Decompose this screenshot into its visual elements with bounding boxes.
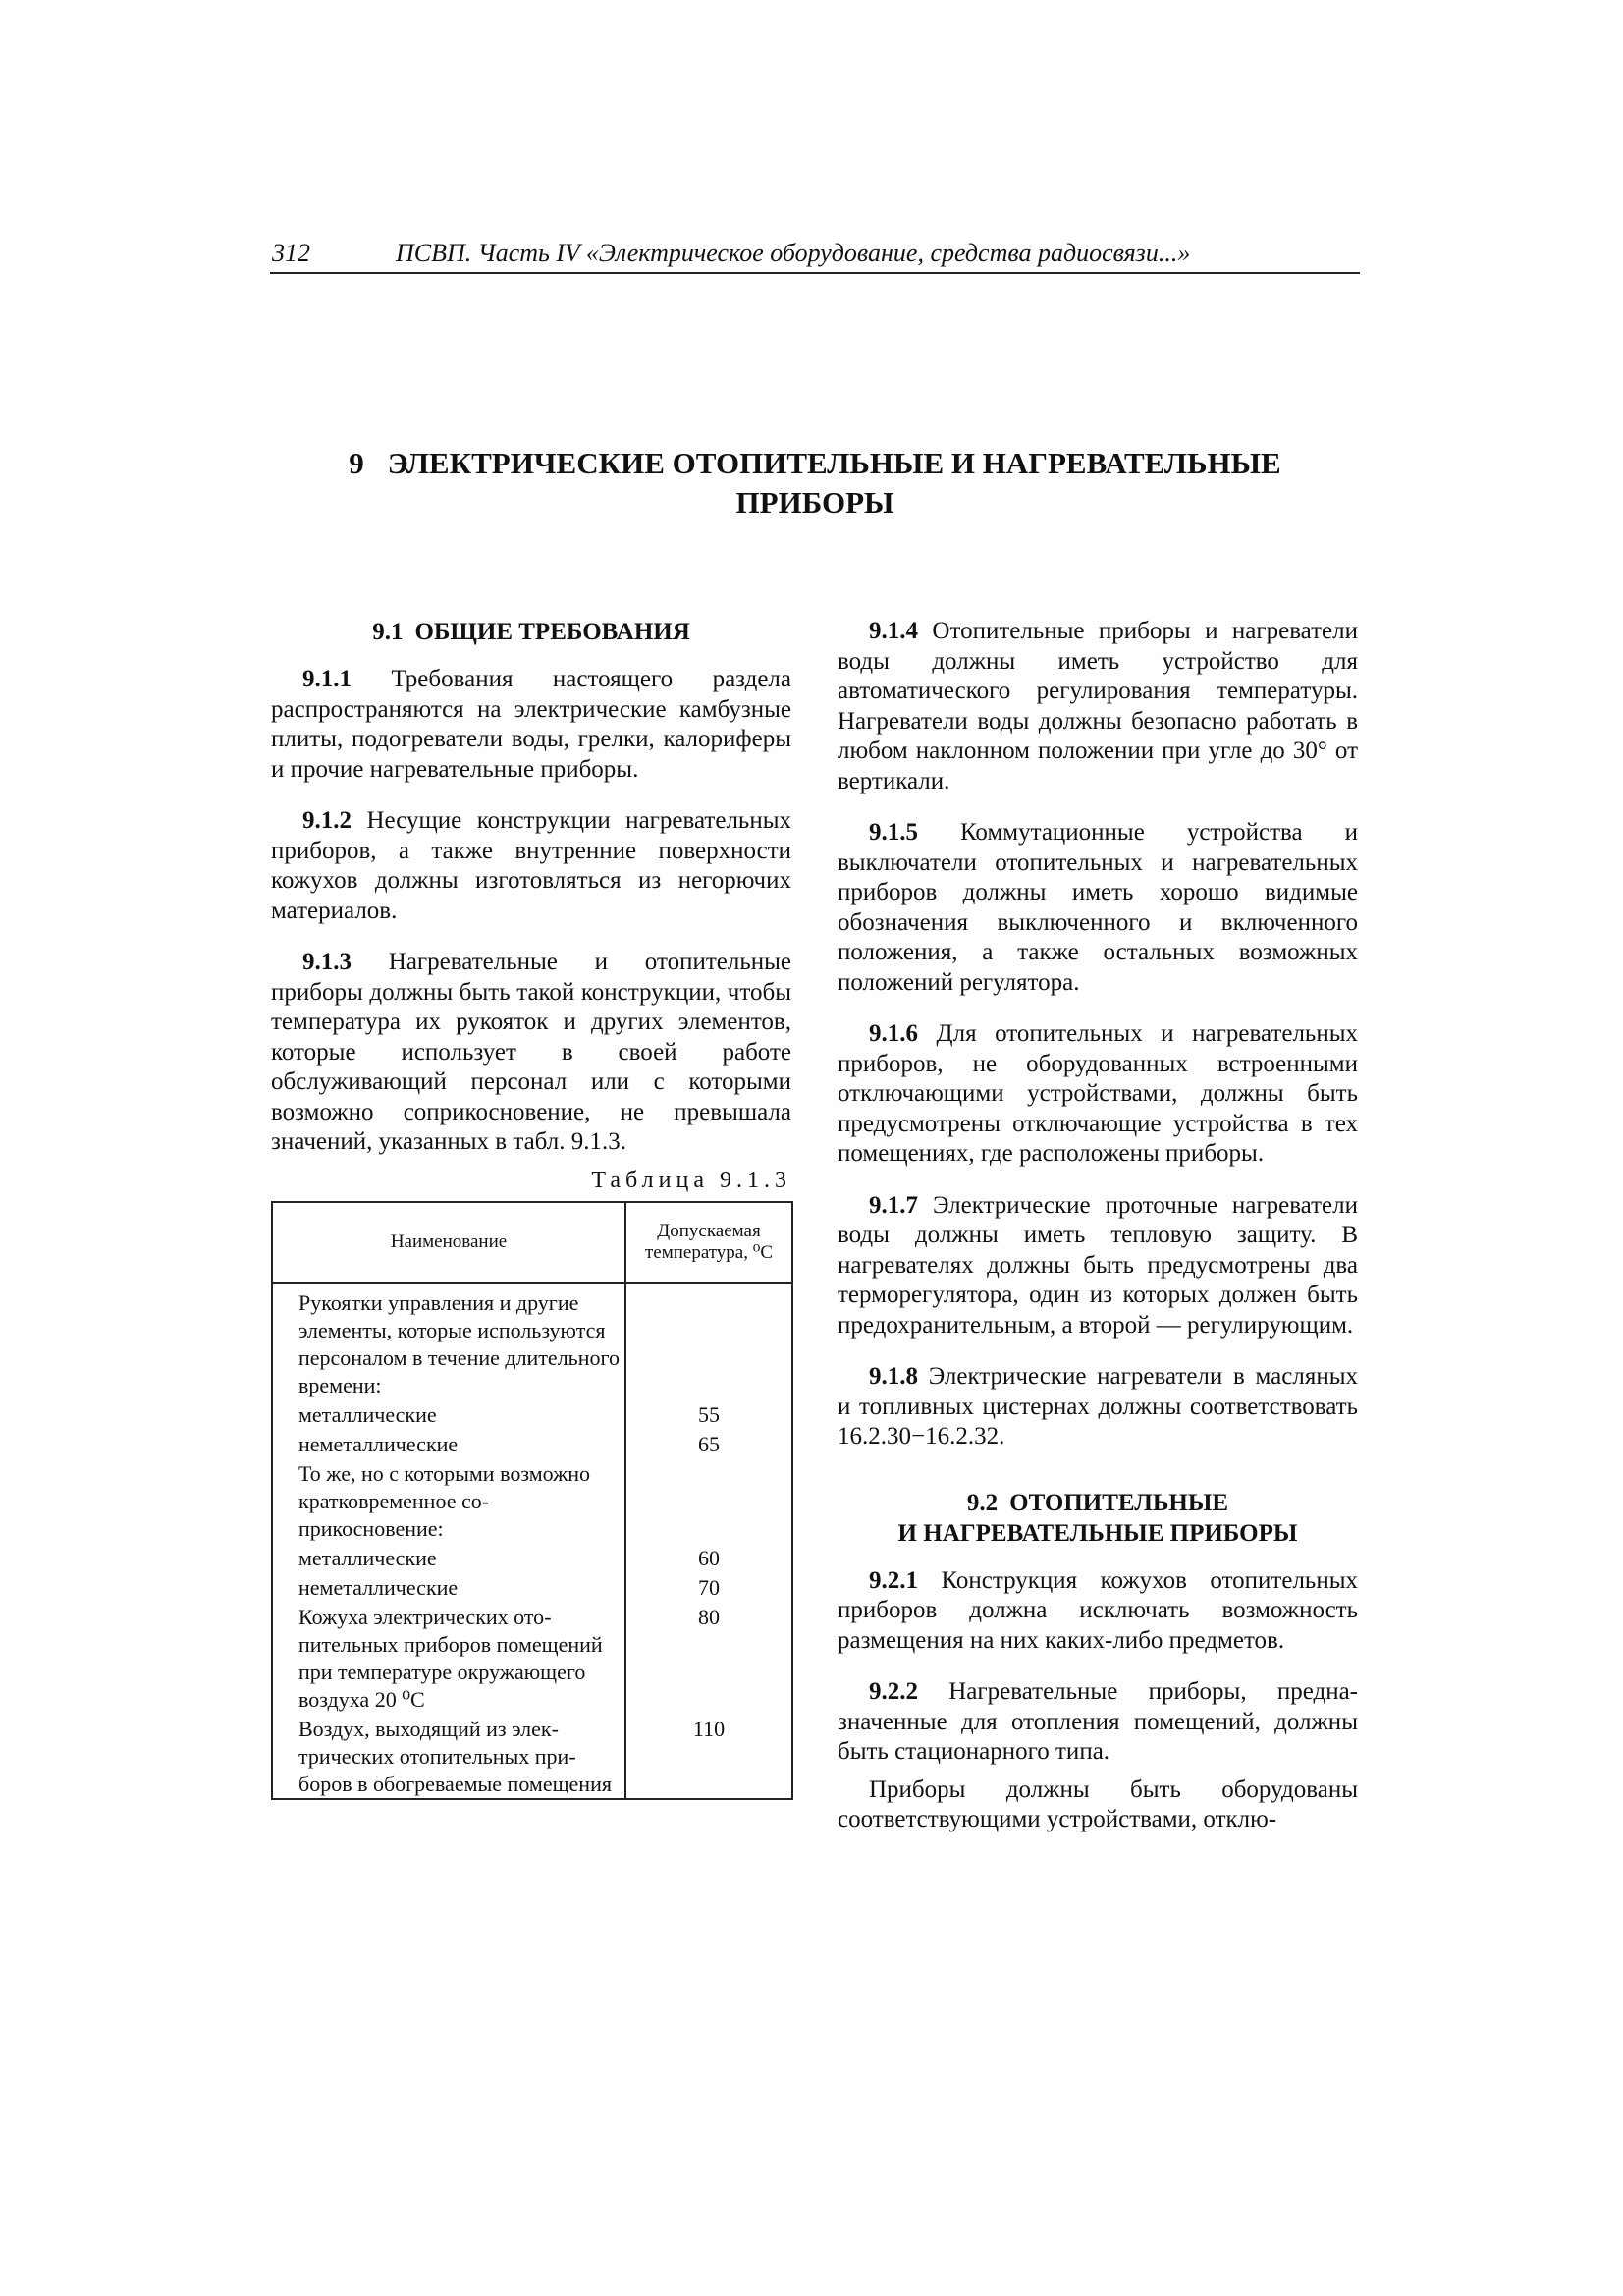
section-9-2-title — [838, 1488, 1358, 1549]
running-header — [270, 239, 1360, 274]
clause-number: 9.1.7 — [869, 1191, 918, 1219]
table-cell-value: 55 — [625, 1399, 792, 1429]
table-row — [272, 1543, 792, 1572]
clause-text: Электрические нагреватели в масляных и топливных цистернах должны соответствовать 16.2.30−16.2.32. — [838, 1363, 1359, 1449]
paragraph-9-1-2 — [271, 806, 791, 926]
table-cell-value: 70 — [625, 1572, 792, 1602]
table-row — [272, 1399, 792, 1429]
left-column — [271, 617, 791, 1800]
column-header-temperature — [625, 1202, 792, 1283]
table-row — [272, 1283, 792, 1399]
clause-number: 9.1.5 — [869, 819, 918, 846]
paragraph-9-1-6 — [838, 1019, 1358, 1170]
section-title-line2: И НАГРЕВАТЕЛЬНЫЕ ПРИБОРЫ — [897, 1519, 1298, 1547]
table-cell-value: 80 — [625, 1602, 792, 1714]
table-cell-value: 110 — [625, 1714, 792, 1799]
section-title-text: ОБЩИЕ ТРЕБОВАНИЯ — [414, 619, 690, 645]
clause-number: 9.2.2 — [869, 1678, 918, 1705]
paragraph-9-1-4 — [838, 617, 1358, 796]
table-cell-name: Рукоятки управления и другие элементы, которые используются персоналом в течение длительного времени: — [272, 1283, 625, 1399]
paragraph-9-2-1 — [838, 1566, 1358, 1657]
clause-text: Конструкция кожухов отопительных приборов должна исключать возможность размещения на них каких-либо предметов. — [838, 1566, 1358, 1654]
table-row — [272, 1429, 792, 1458]
table-row — [272, 1602, 792, 1714]
clause-number: 9.2.1 — [869, 1566, 918, 1594]
temperature-table — [271, 1201, 793, 1800]
table-row — [272, 1714, 792, 1799]
paragraph-9-1-7 — [838, 1191, 1358, 1341]
clause-text: Требования настоящего раздела распространяются на электрические камбузные плиты, подогреватели воды, грелки, калориферы и прочие нагревательные приборы. — [271, 666, 791, 783]
chapter-title-line2: ПРИБОРЫ — [735, 485, 894, 519]
clause-number: 9.1.1 — [302, 666, 352, 692]
column-header-name: Наименование — [272, 1202, 625, 1283]
running-title: ПСВП. Часть IV «Электрическое оборудование, средства радиосвязи...» — [396, 239, 1191, 267]
clause-text: Коммутационные устройства и выключатели отопительных и нагревательных приборов должны иметь хорошо видимые обозначения выключенного и включенного положения, а также остальных возможных положений регулятора. — [838, 819, 1358, 996]
table-caption: Таблица 9.1.3 — [591, 1167, 791, 1193]
table-cell-value — [625, 1458, 792, 1543]
clause-text: Отопительные приборы и нагреватели воды должны иметь устройство для автоматического регулирования температуры. Нагреватели воды должны безопасно работать в любом наклонном положении при угле до 30° от вертикали. — [838, 618, 1359, 794]
table-row — [272, 1458, 792, 1543]
table-cell-name: То же, но с которыми возможно кратковременное соприкосновение: — [272, 1458, 625, 1543]
table-cell-name: Кожуха электрических отопительных приборов помещений при температуре окружающего воздуха 20 ⁰С — [272, 1602, 625, 1714]
table-cell-name: металлические — [272, 1543, 625, 1572]
section-number: 9.2 — [966, 1489, 999, 1516]
clause-text: Приборы должны быть оборудованы соответствующими устройствами, отклю- — [838, 1776, 1358, 1832]
right-column — [838, 617, 1358, 1857]
clause-text: Для отопительных и нагревательных приборов, не оборудованных встроенными отключающими устройствами, должны быть предусмотрены отключающие устройства в тех помещениях, где расположены приборы. — [838, 1020, 1359, 1167]
clause-number: 9.1.8 — [869, 1363, 918, 1390]
column-header-line: Допускаемая — [657, 1221, 761, 1241]
paragraph-9-2-2-continued — [838, 1776, 1358, 1835]
table-cell-name: Воздух, выходящий из электрических отопительных приборов в обогреваемые помещения — [272, 1714, 625, 1799]
paragraph-9-1-3 — [271, 948, 791, 1158]
column-header-line: температура, ⁰С — [644, 1242, 774, 1263]
section-title-line1: ОТОПИТЕЛЬНЫЕ — [1009, 1489, 1229, 1516]
table-cell-name: неметаллические — [272, 1572, 625, 1602]
paragraph-9-1-8 — [838, 1362, 1358, 1452]
page-number: 312 — [272, 239, 310, 267]
table-cell-name: неметаллические — [272, 1429, 625, 1458]
clause-text: Несущие конструкции нагревательных приборов, а также внутренние поверхности кожухов должны изготовляться из негорючих материалов. — [271, 807, 792, 924]
clause-text: Электрические проточные нагреватели воды должны иметь тепловую защиту. В нагревателях должны быть предусмотрены два терморегулятора, один из которых должен быть предохранительным, а второй — регулирующим. — [838, 1191, 1358, 1339]
chapter-title-line1: ЭЛЕКТРИЧЕСКИЕ ОТОПИТЕЛЬНЫЕ И НАГРЕВАТЕЛЬНЫЕ — [387, 446, 1281, 480]
clause-number: 9.1.2 — [302, 807, 352, 834]
chapter-number: 9 — [349, 446, 364, 480]
table-row — [272, 1572, 792, 1602]
paragraph-9-1-1 — [271, 665, 791, 785]
section-number: 9.1 — [372, 619, 404, 645]
table-cell-name: металлические — [272, 1399, 625, 1429]
table-cell-value: 65 — [625, 1429, 792, 1458]
paragraph-9-2-2 — [838, 1677, 1358, 1768]
clause-text: Нагревательные и отопительные приборы должны быть такой конструкции, чтобы температура их рукояток и других элементов, которые использует в своей работе обслуживающий персонал или с которыми возможно соприкосновение, не превышала значений, указанных в табл. 9.1.3. — [271, 949, 792, 1155]
table-cell-value — [625, 1283, 792, 1399]
chapter-title — [270, 444, 1360, 522]
clause-number: 9.1.6 — [869, 1020, 918, 1047]
paragraph-9-1-5 — [838, 818, 1358, 998]
clause-number: 9.1.4 — [869, 618, 918, 644]
table-cell-value: 60 — [625, 1543, 792, 1572]
clause-number: 9.1.3 — [302, 949, 352, 975]
clause-text: Нагревательные приборы, предназначенные для отопления помещений, должны быть стационарного типа. — [838, 1678, 1358, 1765]
table-header-row — [272, 1202, 792, 1283]
section-9-1-title — [271, 617, 791, 647]
